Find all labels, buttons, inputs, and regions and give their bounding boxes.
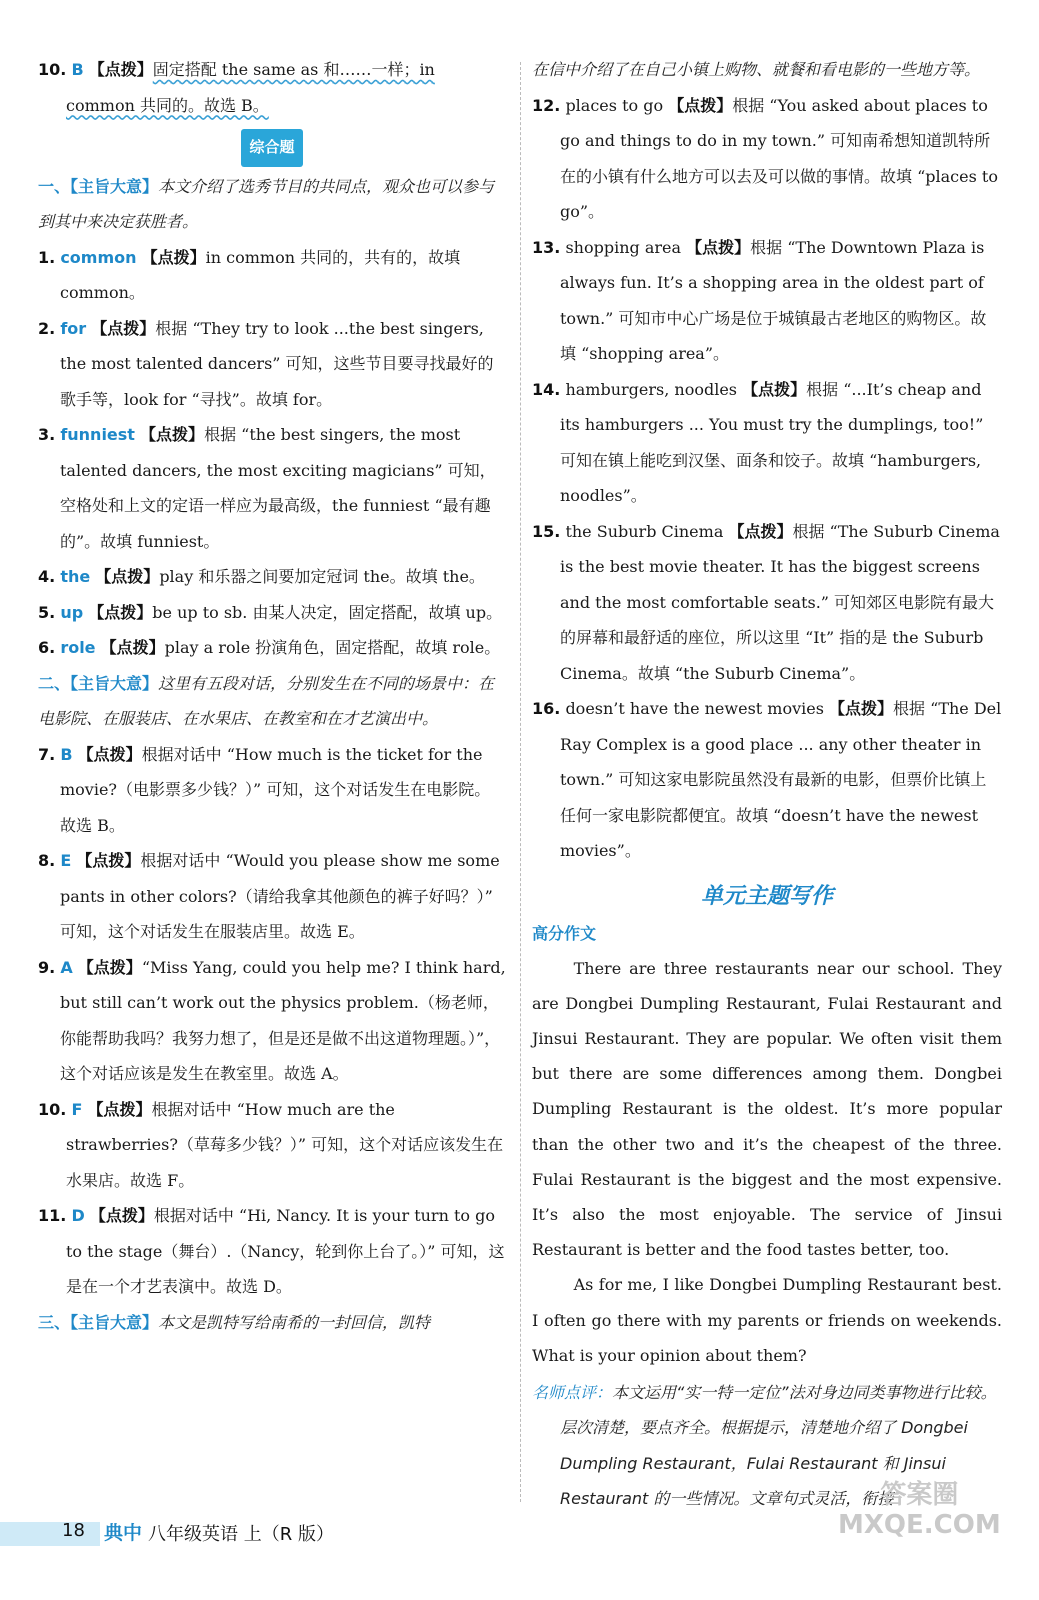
item-number: 13. — [532, 237, 561, 257]
item-answer: B — [60, 744, 73, 764]
list-item — [38, 1092, 506, 1199]
section-label: 综合题 — [241, 129, 302, 167]
part-three-text: 本文是凯特写给南希的一封回信，凯特 — [158, 1312, 431, 1332]
q10-number: 10. — [38, 60, 67, 79]
item-answer: common — [60, 247, 137, 267]
item-text: be up to sb. 由某人决定，固定搭配，故填 up。 — [152, 602, 503, 622]
list-item — [38, 559, 506, 595]
part-two-summary — [38, 666, 506, 737]
item-number: 15. — [532, 521, 561, 541]
item-number: 4. — [38, 567, 56, 586]
item-number: 14. — [532, 379, 561, 399]
list-item — [38, 311, 506, 418]
watermark — [838, 1480, 1001, 1540]
item-tag: 【点拨】 — [141, 247, 206, 267]
right-column — [532, 52, 1002, 1517]
item-answer: shopping area — [565, 237, 682, 257]
high-score-label: 高分作文 — [532, 923, 597, 943]
item-tag: 【点拨】 — [742, 379, 807, 399]
item-tag: 【点拨】 — [76, 851, 141, 870]
item-text: 根据对话中 “How much is the ticket for the movie?（电影票多少钱？）” 可知，这个对话发生在电影院。故选 B。 — [60, 744, 491, 835]
column-divider — [520, 62, 521, 1502]
part-three-continued-text: 在信中介绍了在自己小镇上购物、就餐和看电影的一些地方等。 — [532, 60, 981, 79]
watermark-line-2: MXQE.COM — [838, 1510, 1001, 1540]
list-item — [38, 843, 506, 950]
list-item — [532, 230, 1002, 372]
brand-logo: 典中 — [104, 1522, 143, 1544]
part-three-continued — [532, 52, 1002, 88]
item-tag: 【点拨】 — [89, 1206, 154, 1225]
part-two-tag: 【主旨大意】 — [70, 673, 159, 693]
left-column — [38, 52, 506, 1340]
item-number: 1. — [38, 247, 56, 267]
section-header — [38, 129, 506, 167]
list-item — [532, 372, 1002, 514]
part-two-text: 这里有五段对话，分别发生在不同的场景中：在电影院、在服装店、在水果店、在教室和在才艺演出中。 — [38, 673, 495, 728]
writing-section-title: 单元主题写作 — [700, 883, 833, 909]
item-text: play 和乐器之间要加定冠词 the。故填 the。 — [159, 567, 485, 586]
watermark-line-1: 答案圈 — [880, 1480, 959, 1510]
list-item — [38, 630, 506, 666]
item-tag: 【点拨】 — [88, 602, 153, 622]
item-answer: E — [60, 851, 72, 870]
item-number: 8. — [38, 851, 56, 870]
q10-text-b: common 共同的。故选 B。 — [66, 95, 269, 115]
item-answer: funniest — [60, 425, 135, 444]
item-text: 根据 “The Downtown Plaza is always fun. It’s a shopping area in the oldest part of town.” 可知市中心广场是位于城镇最古老地区的购物区。故填 “shopping area”。 — [560, 237, 987, 363]
item-tag: 【点拨】 — [95, 567, 160, 586]
item-answer: doesn’t have the newest movies — [565, 699, 824, 718]
item-number: 10. — [38, 1099, 67, 1119]
part-one-number: 一、 — [38, 176, 71, 196]
item-answer: the — [60, 567, 91, 586]
item-answer: places to go — [565, 95, 664, 115]
item-tag: 【点拨】 — [87, 1099, 152, 1119]
list-item — [38, 595, 506, 631]
part-one-text: 本文介绍了选秀节目的共同点，观众也可以参与到其中来决定获胜者。 — [38, 176, 495, 231]
part-one-summary — [38, 169, 506, 240]
item-tag: 【点拨】 — [686, 237, 751, 257]
item-tag: 【点拨】 — [77, 744, 142, 764]
item-tag: 【点拨】 — [668, 95, 733, 115]
item-number: 2. — [38, 318, 56, 338]
item-text: 根据 “They try to look ...the best singers, the most talented dancers” 可知，这些节目要寻找最好的歌手等，look for “寻找”。故填 for。 — [60, 318, 494, 409]
item-number: 11. — [38, 1206, 67, 1225]
item-answer: A — [60, 957, 73, 977]
item-text: “Miss Yang, could you help me? I think hard, but still can’t work out the physics problem.（杨老师，你能帮助我吗？我努力想了，但是还是做不出这道物理题。）”，这个对话应该是发生在教室里。故选 A。 — [60, 957, 506, 1083]
part-three-summary — [38, 1305, 506, 1341]
teacher-comment-label: 名师点评： — [532, 1382, 613, 1402]
item-number: 3. — [38, 425, 56, 444]
part-one-items — [38, 240, 506, 666]
item-tag: 【点拨】 — [829, 699, 894, 718]
item-text: 根据对话中 “Would you please show me some pants in other colors?（请给我拿其他颜色的裤子好吗？）” 可知，这个对话发生在服装店里。故选 E。 — [60, 851, 500, 941]
item-answer: D — [71, 1206, 85, 1225]
item-text: 根据 “The Del Ray Complex is a good place ... any other theater in town.” 可知这家电影院虽然没有最新的电影，但票价比镇上任何一家电影院都便宜。故填 “doesn’t have the newest movies”。 — [560, 699, 1002, 860]
part-two-number: 二、 — [38, 673, 71, 693]
item-text: 根据对话中 “Hi, Nancy. It is your turn to go to the stage（舞台）.（Nancy，轮到你上台了。）” 可知，这是在一个才艺表演中。故选 D。 — [66, 1206, 505, 1296]
part-three-items — [532, 88, 1002, 869]
footer-accent-bar — [0, 1522, 100, 1546]
item-tag: 【点拨】 — [140, 425, 205, 444]
item-number: 16. — [532, 699, 561, 718]
item-number: 5. — [38, 602, 56, 622]
item-text: 根据 “...It’s cheap and its hamburgers ... You must try the dumplings, too!” 可知在镇上能吃到汉堡、面条和饺子。故填 “hamburgers, noodles”。 — [560, 379, 984, 505]
item-tag: 【点拨】 — [91, 318, 156, 338]
q10-tag: 【点拨】 — [88, 60, 153, 79]
part-three-tag: 【主旨大意】 — [70, 1312, 159, 1332]
item-number: 7. — [38, 744, 56, 764]
item-text: play a role 扮演角色，固定搭配，故填 role。 — [164, 638, 501, 657]
item-answer: hamburgers, noodles — [565, 379, 737, 399]
item-number: 9. — [38, 957, 56, 977]
list-item — [532, 514, 1002, 692]
item-text: 根据 “The Suburb Cinema is the best movie theater. It has the biggest screens and the most comfortable seats.” 可知郊区电影院有最大的屏幕和最舒适的座位，所以这里 “It” 指的是 the Suburb Cinema。故填 “the Suburb Cinema”。 — [560, 521, 1000, 683]
item-text: in common 共同的，共有的，故填 common。 — [60, 247, 461, 302]
item-text: 根据 “the best singers, the most talented dancers, the most exciting magicians” 可知，空格处和上文的定语一样应为最高级，the funniest “最有趣的”。故填 funniest。 — [60, 425, 496, 551]
list-item — [532, 88, 1002, 230]
list-item — [38, 950, 506, 1092]
item-text: 根据 “You asked about places to go and things to do in my town.” 可知南希想知道凯特所在的小镇有什么地方可以去及可以做的事情。故填 “places to go”。 — [560, 95, 998, 221]
item-answer: F — [71, 1099, 83, 1119]
book-title: 八年级英语 上（R 版） — [148, 1524, 334, 1545]
item-tag: 【点拨】 — [728, 521, 793, 541]
q10-choice: B — [71, 60, 84, 79]
item-answer: for — [60, 318, 87, 338]
teacher-comment-text: 本文运用“实一特一定位”法对身边同类事物进行比较。层次清楚，要点齐全。根据提示，清楚地介绍了 Dongbei Dumpling Restaurant，Fulai Restaurant 和 Jinsui Restaurant 的一些情况。文章句式灵活，衔接 — [560, 1382, 997, 1509]
page-number: 18 — [62, 1520, 85, 1541]
q10-text-a: 固定搭配 the same as 和……一样；in — [152, 60, 435, 79]
essay-paragraph-1: There are three restaurants near our school. They are Dongbei Dumpling Restaurant, Fulai Restaurant and Jinsui Restaurant. They are popular. We often visit them but there are some differences among them. Dongbei Dumpling Restaurant is the oldest. It’s more popular than the other two and it’s the cheapest of the three. Fulai Restaurant is the biggest and the most expensive. It’s also the most enjoyable. The service of Jinsui Restaurant is better and the food tastes better, too. — [532, 958, 1002, 1260]
list-item — [38, 1198, 506, 1305]
item-tag: 【点拨】 — [100, 638, 165, 657]
part-two-items — [38, 737, 506, 1305]
q10-answer — [38, 52, 506, 123]
part-three-number: 三、 — [38, 1312, 71, 1332]
essay-paragraph-2: As for me, I like Dongbei Dumpling Restaurant best. I often go there with my parents or friends on weekends. What is your opinion about them? — [532, 1275, 1002, 1365]
item-text: 根据对话中 “How much are the strawberries?（草莓多少钱？）” 可知，这个对话应该发生在水果店。故选 F。 — [66, 1099, 504, 1190]
item-answer: the Suburb Cinema — [565, 521, 724, 541]
item-number: 12. — [532, 95, 561, 115]
item-tag: 【点拨】 — [77, 957, 142, 977]
list-item — [38, 240, 506, 311]
list-item — [38, 737, 506, 844]
item-answer: role — [60, 638, 96, 657]
part-one-tag: 【主旨大意】 — [70, 176, 159, 196]
list-item — [38, 417, 506, 559]
list-item — [532, 691, 1002, 869]
item-answer: up — [60, 602, 84, 622]
item-number: 6. — [38, 638, 56, 657]
